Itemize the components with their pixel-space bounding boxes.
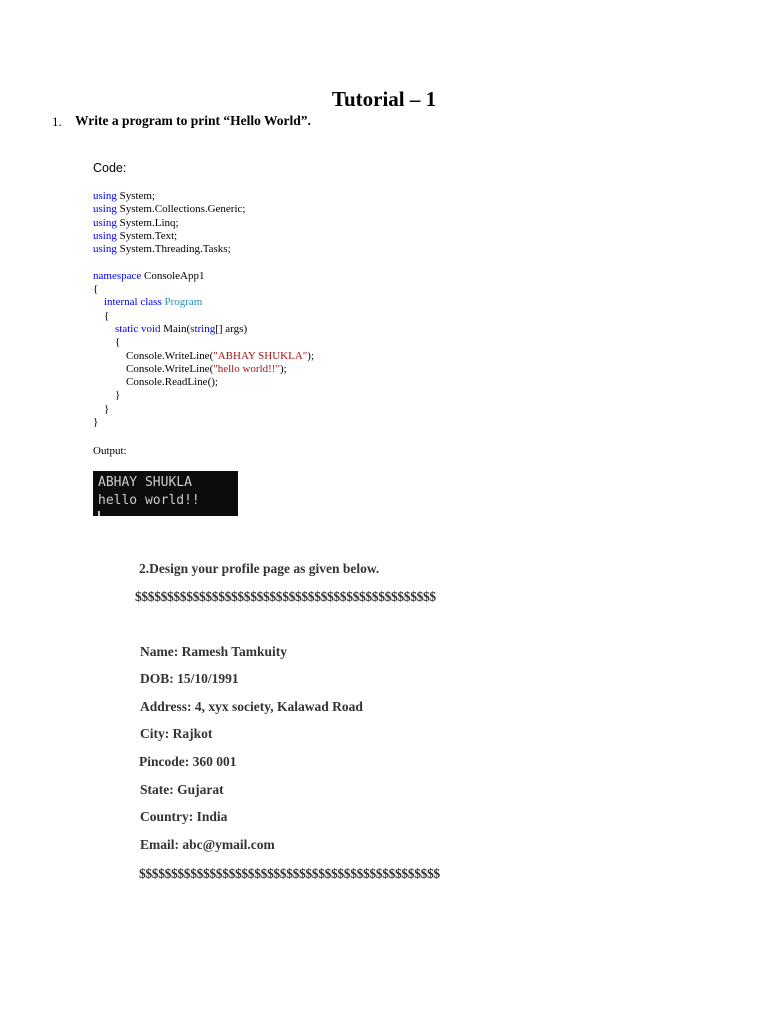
code-token: System; <box>116 190 156 202</box>
code-token: } <box>93 416 99 429</box>
code-line <box>93 389 314 402</box>
code-token: "ABHAY SHUKLA" <box>213 349 308 362</box>
code-label: Code: <box>93 161 127 175</box>
code-token: } <box>93 389 121 402</box>
code-token: "hello world!!" <box>213 362 280 375</box>
code-token: System.Threading.Tasks; <box>116 243 231 256</box>
profile-country: Country: India <box>140 809 228 824</box>
code-line <box>93 256 314 269</box>
console-output-screenshot <box>93 471 238 516</box>
code-token <box>93 296 104 308</box>
code-line <box>93 296 314 309</box>
code-token: ConsoleApp1 <box>141 269 205 282</box>
code-token: System.Collections.Generic; <box>116 203 246 216</box>
code-token: Console.WriteLine( <box>93 349 214 362</box>
code-line <box>93 310 314 323</box>
code-token: string <box>190 322 216 335</box>
code-token: ); <box>307 349 315 362</box>
console-cursor <box>98 511 100 516</box>
code-token: using <box>93 203 117 216</box>
code-token: using <box>93 190 117 202</box>
code-line <box>93 416 314 429</box>
question-1-text: Write a program to print “Hello World”. <box>75 113 311 128</box>
question-2-heading: 2.Design your profile page as given below. <box>139 561 380 576</box>
code-line <box>93 270 314 283</box>
code-token: { <box>93 336 121 349</box>
profile-name: Name: Ramesh Tamkuity <box>140 644 288 659</box>
code-line <box>93 190 314 203</box>
code-token: Console.ReadLine(); <box>93 376 218 389</box>
code-line <box>93 283 314 296</box>
dollar-separator-bottom: $$$$$$$$$$$$$$$$$$$$$$$$$$$$$$$$$$$$$$$$$$$$$$$ <box>139 866 440 881</box>
code-token: using <box>93 229 117 242</box>
profile-email: Email: abc@ymail.com <box>140 837 275 852</box>
code-line <box>93 403 314 416</box>
profile-city: City: Rajkot <box>140 726 213 741</box>
code-line <box>93 243 314 256</box>
dollar-separator-top: $$$$$$$$$$$$$$$$$$$$$$$$$$$$$$$$$$$$$$$$$$$$$$$ <box>135 589 436 604</box>
code-token: System.Text; <box>116 229 178 242</box>
profile-address: Address: 4, xyx society, Kalawad Road <box>140 699 363 714</box>
profile-dob: DOB: 15/10/1991 <box>140 671 239 686</box>
question-1-number: 1. <box>52 114 62 129</box>
profile-pincode: Pincode: 360 001 <box>139 754 237 769</box>
code-token: System.Linq; <box>116 216 179 229</box>
console-output-line: hello world!! <box>98 493 200 508</box>
code-token: { <box>93 283 99 296</box>
code-token: using <box>93 243 117 256</box>
code-token: ); <box>279 362 287 375</box>
code-token <box>93 323 115 335</box>
code-token: static void <box>115 322 161 335</box>
code-token: } <box>93 402 110 415</box>
code-line <box>93 323 314 336</box>
output-label: Output: <box>93 445 127 457</box>
code-line <box>93 203 314 216</box>
console-output-line: ABHAY SHUKLA <box>98 475 192 490</box>
code-line <box>93 217 314 230</box>
code-token: Program <box>164 296 203 309</box>
code-line <box>93 336 314 349</box>
code-block <box>93 190 314 429</box>
code-token: [] args) <box>215 322 248 335</box>
code-token: namespace <box>93 269 142 282</box>
code-line <box>93 230 314 243</box>
code-token: using <box>93 216 117 229</box>
code-token: Console.WriteLine( <box>93 362 214 375</box>
page-title: Tutorial – 1 <box>331 87 437 111</box>
code-line <box>93 376 314 389</box>
code-line <box>93 350 314 363</box>
code-token: { <box>93 309 110 322</box>
code-token: internal class <box>104 296 162 309</box>
profile-state: State: Gujarat <box>140 782 224 797</box>
code-token: Main( <box>160 322 191 335</box>
code-line <box>93 363 314 376</box>
